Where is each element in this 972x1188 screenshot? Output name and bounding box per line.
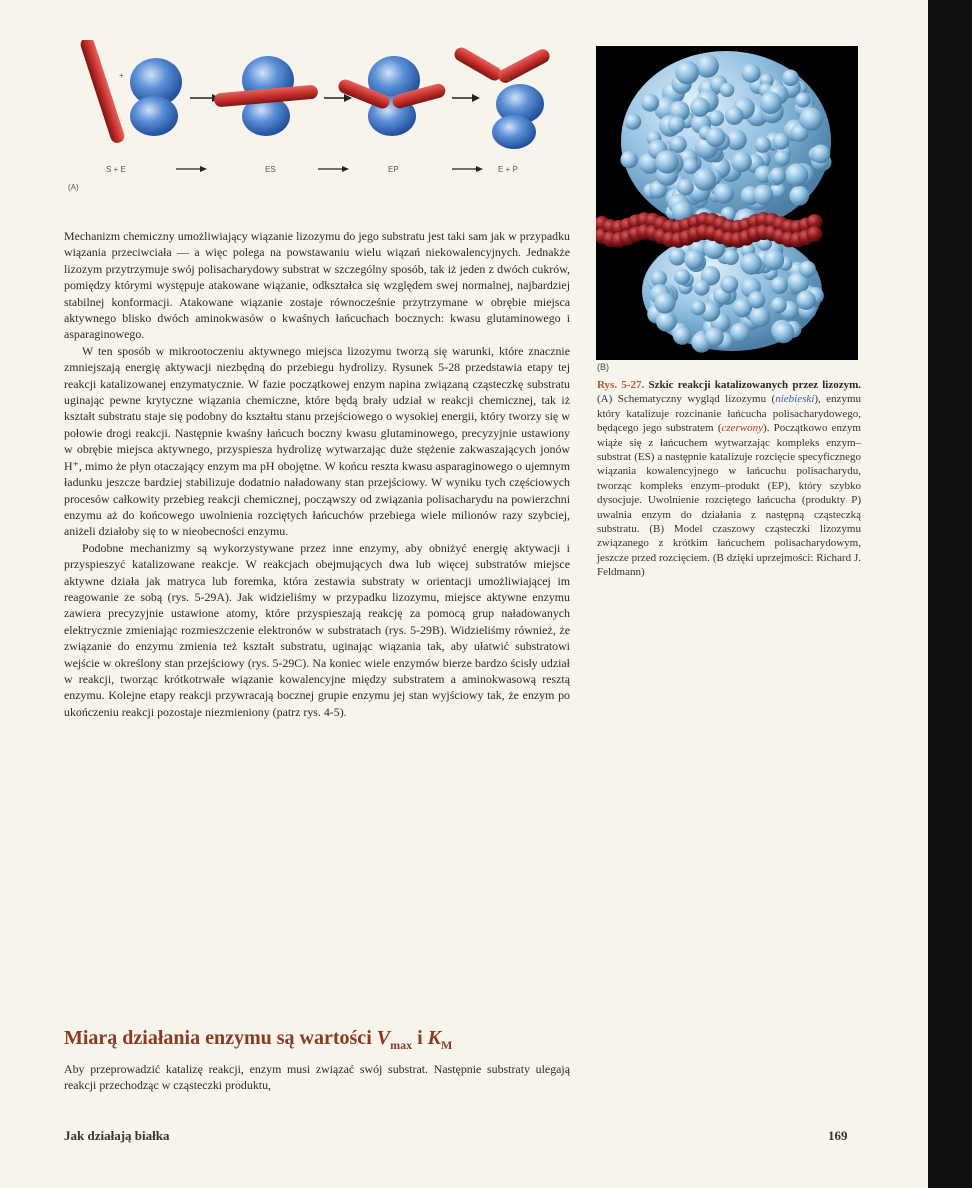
- heading-v-sub: max: [390, 1038, 413, 1052]
- atom: [694, 280, 710, 296]
- substrate-free: [79, 40, 126, 145]
- figure-b: [596, 46, 858, 360]
- atom: [795, 92, 810, 107]
- atom: [706, 127, 726, 147]
- atom: [763, 249, 784, 270]
- atom: [674, 269, 690, 285]
- section-heading: [64, 1027, 584, 1053]
- atom: [774, 150, 790, 166]
- label-ep: EP: [388, 165, 399, 174]
- figure-a-diagram: [62, 40, 582, 200]
- enzyme-substrate-complex: [214, 56, 319, 136]
- atom: [656, 311, 677, 332]
- atom: [675, 61, 699, 85]
- figure-b-model: [596, 46, 858, 360]
- atom: [684, 250, 704, 270]
- label-arrow-2: [318, 166, 349, 172]
- heading-text: Miarą działania enzymu są wartości: [64, 1027, 377, 1049]
- plus-sign: +: [119, 71, 124, 80]
- atom: [691, 300, 706, 315]
- atom: [670, 136, 687, 153]
- atom: [741, 64, 760, 83]
- label-s-plus-e: S + E: [106, 165, 126, 174]
- atom: [773, 322, 794, 343]
- heading-v: V: [376, 1027, 391, 1049]
- atom: [771, 297, 787, 313]
- atom: [811, 145, 830, 164]
- atom: [693, 168, 716, 191]
- atom: [673, 326, 691, 344]
- atom: [785, 163, 808, 186]
- reaction-arrow-2: [324, 94, 352, 102]
- atom: [696, 55, 719, 78]
- label-e-plus-p: E + P: [498, 165, 518, 174]
- atom: [740, 253, 762, 275]
- figure-a-panel-label: (A): [68, 183, 79, 192]
- atom: [669, 248, 686, 265]
- atom: [771, 277, 788, 294]
- main-text: [64, 228, 570, 720]
- atom: [677, 179, 694, 196]
- atom: [772, 133, 789, 150]
- atom: [723, 249, 739, 265]
- caption-text-1: (A) Schematyczny wygląd lizozymu (: [597, 393, 776, 406]
- atom: [796, 290, 816, 310]
- heading-and: i: [412, 1027, 428, 1049]
- atom: [782, 70, 799, 87]
- lysozyme-molecule: [621, 51, 832, 353]
- heading-k: K: [427, 1027, 441, 1049]
- heading-k-sub: M: [441, 1038, 453, 1052]
- atom: [754, 136, 771, 153]
- enzyme-product-complex: [336, 56, 447, 136]
- atom: [621, 151, 638, 168]
- atom: [789, 186, 809, 206]
- atom: [799, 107, 822, 130]
- atom: [705, 328, 724, 347]
- enzyme-free: [130, 58, 182, 136]
- scan-edge: [928, 0, 972, 1188]
- atom: [799, 261, 816, 278]
- section-intro: Aby przeprowadzić katalizę reakcji, enzym musi związać swój substrat. Następnie substraty ulegają reakcji przechodząc w cząsteczki produktu,: [64, 1062, 570, 1093]
- figure-caption: [597, 378, 861, 580]
- atom: [725, 107, 743, 125]
- atom: [753, 185, 773, 205]
- running-footer-title: Jak działają białka: [64, 1128, 170, 1143]
- atom: [731, 151, 752, 172]
- atom: [668, 116, 685, 133]
- atom: [749, 306, 770, 327]
- atom: [655, 150, 679, 174]
- figure-a: [62, 40, 582, 200]
- atom: [769, 167, 786, 184]
- caption-blue-word: niebieski: [775, 393, 815, 406]
- page-number: 169: [828, 1128, 848, 1143]
- atom: [654, 292, 675, 313]
- products-released: [452, 45, 552, 85]
- chain-atom: [807, 226, 823, 242]
- caption-number: Rys. 5-27.: [597, 379, 645, 391]
- atom: [641, 94, 659, 112]
- atom: [760, 92, 782, 114]
- label-es: ES: [265, 165, 276, 174]
- enzyme-released: [492, 84, 544, 149]
- paragraph-1: Mechanizm chemiczny umożliwiający wiązanie lizozymu do jego substratu jest taki sam jak w przypadku wiązania przeciwciała — a więc polega na powstawaniu wielu wiązań niekowalencyjnych. Jednakże lizozym przytrzymuje swój polisacharydowy substrat w szczególny sposób, tak iż jeden z dwóch cukrów, pomiędzy którymi występuje atakowane wiązanie, odkształca się względem swej normalnej, najbardziej stabilnej konformacji. Atakowane wiązanie zostaje równocześnie przytrzymane w obrębie miejsca aktywnego blisko dwóch aminokwasów o kwaśnych łańcuchach bocznych: kwasu glutaminowego i asparaginowego.: [64, 229, 570, 342]
- atom: [690, 98, 709, 117]
- label-arrow-3: [452, 166, 483, 172]
- atom: [714, 183, 734, 203]
- atom: [748, 291, 765, 308]
- label-arrow-1: [176, 166, 207, 172]
- paragraph-3: Podobne mechanizmy są wykorzystywane przez inne enzymy, aby obniżyć energię aktywacji i przyspieszyć katalizowane reakcje. W reakcjach obejmujących dwa lub więcej substratów miejsce aktywne działa jak matryca lub foremka, która zestawia substraty w orientacji umożliwiającej im reagowanie ze sobą (rys. 5-29A). Jak widzieliśmy w przypadku lizozymu, miejsce aktywne enzymu zawiera precyzyjnie ustawione atomy, które przyspieszają reakcję za pomocą grup naładowanych elektrycznie zmieniając rozmieszczenie elektronów w substratach (rys. 5-29B). Widzieliśmy również, że związanie do enzymu zmienia też kształt substratu, uginając wiązania tak, aby ułatwić substratowi wejście w określony stan przejściowy (rys. 5-29C). Na koniec wiele enzymów bierze bardzo ścisły udział w reakcji, tworząc krótkotrwałe wiązanie kowalencyjne między substratem a aminokwasową resztą enzymu. Kolejne etapy reakcji przywracają bocznej grupie enzymu jej stan wyjściowy tak, że enzym po ukończeniu reakcji pozostaje niezmieniony (patrz rys. 4-5).: [64, 540, 570, 719]
- caption-title: Szkic reakcji katalizowanych przez lizozym.: [648, 379, 861, 391]
- atom: [720, 83, 734, 97]
- paragraph-2: W ten sposób w mikrootoczeniu aktywnego miejsca lizozymu tworzą się warunki, które znacznie zmniejszają energię aktywacji niezbędną do przebiegu hydrolizy. Rysunek 5-28 przedstawia etapy tej reakcji katalizowanej enzymatycznie. W fazie początkowej enzym napina związaną cząsteczkę substratu uginając pewne krytyczne wiązania chemiczne, które będą brały udział w reakcji chemicznej, tak iż kształt substratu staje się podobny do kształtu stanu przejściowego o wysokiej energii, który tworzy się w połowie drogi reakcji. Następnie kwaśny łańcuch boczny kwasu glutaminowego, precyzyjnie ustawiony w obrębie miejsca aktywnego, przyspiesza hydrolizę wytwarzając duże stężenie zakwaszających jonów H⁺, mimo że płyn otaczający enzym ma pH obojętne. W końcu reszta kwasu asparaginowego o ujemnym ładunku jeszcze bardziej stabilizuje dodatnio naładowany stan przejściowy. W wyniku tych częściowych procesów całkowity przebieg reakcji chemicznej, począwszy od związania polisacharydu na powierzchni enzymu aż do końcowego uwolnienia rozciętych łańcuchów przebiega wiele milionów razy szybciej, aniżeli działoby się to w nieobecności enzymu.: [64, 343, 570, 539]
- atom: [625, 114, 641, 130]
- figure-b-panel-label: (B): [597, 362, 609, 372]
- atom: [720, 276, 738, 294]
- caption-text-3: ). Początkowo enzym wiąże się z łańcuchem wytwarzając kompleks enzym–substrat (ES) a następnie katalizuje rozcięcie specyficznego wiązania kowalencyjnego w łańcuchu polisacharydu, tworząc kompleks enzym–produkt (EP), który szybko dysocjuje. Uwolnienie rozciętego łańcucha (produkty P) uwalnia enzym do działania z następną cząsteczką substratu. (B) Model czaszowy cząsteczki lizozymu związanego z krótkim łańcuchem polisacharydowym, jeszcze przed rozcięciem. (B dzięki uprzejmości: Richard J. Feldmann): [597, 422, 861, 579]
- reaction-arrow-3: [452, 94, 480, 102]
- plus-sign-products: +: [506, 75, 511, 84]
- caption-red-word: czerwony: [721, 422, 764, 435]
- caption-text-2: ), enzymu który katalizuje rozcinanie łańcucha polisacharydowego, będącego jego substratem (: [597, 393, 861, 435]
